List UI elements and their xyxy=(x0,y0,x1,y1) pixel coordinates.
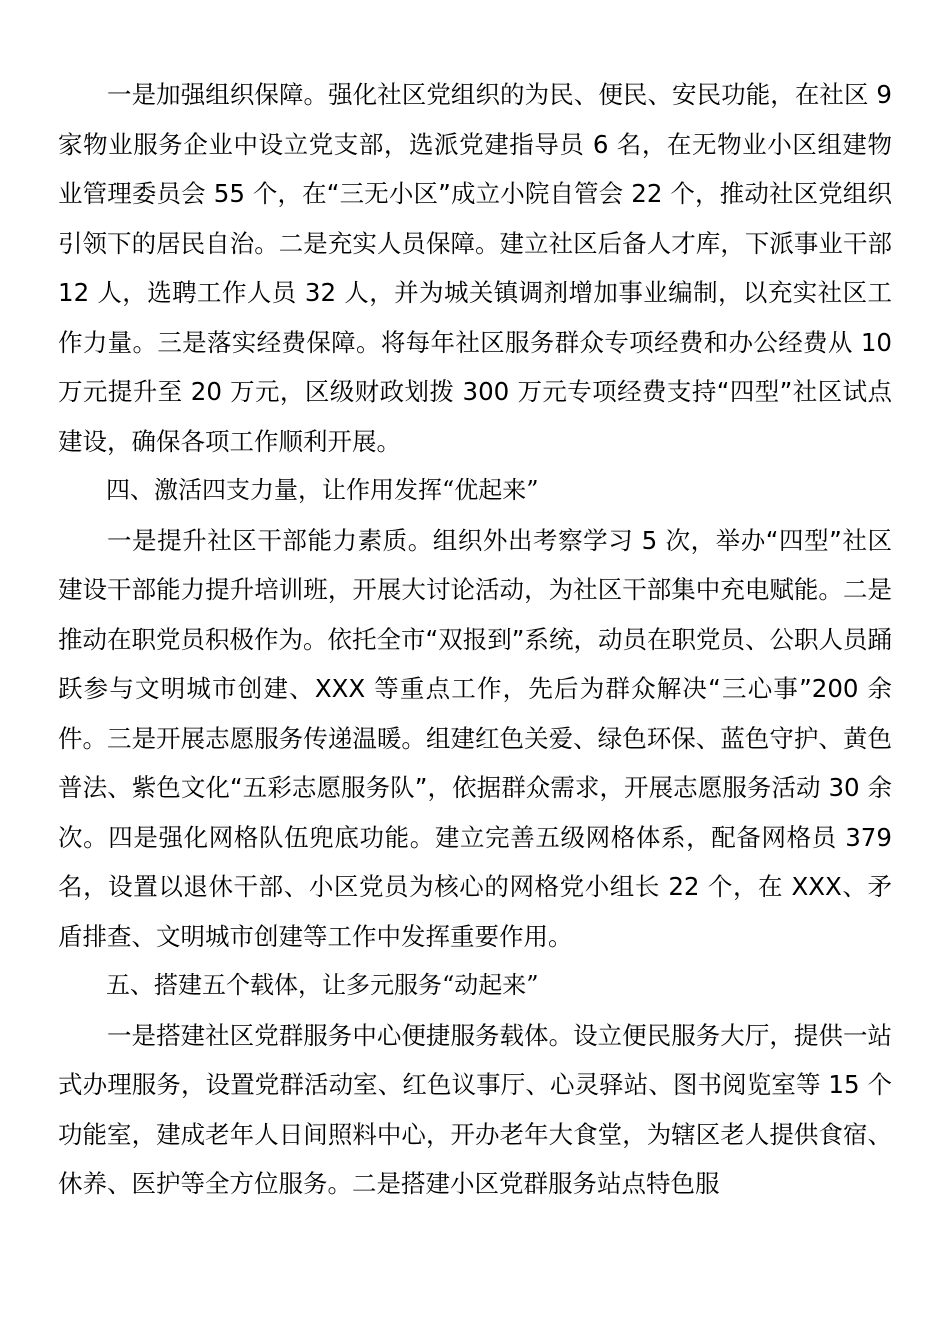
document-body xyxy=(58,70,892,1209)
paragraph-five-carriers: 一是搭建社区党群服务中心便捷服务载体。设立便民服务大厅，提供一站式办理服务，设置党群活动室、红色议事厅、心灵驿站、图书阅览室等 15 个功能室，建成老年人日间照料中心，开办老年大食堂，为辖区老人提供食宿、休养、医护等全方位服务。二是搭建小区党群服务站点特色服 xyxy=(58,1020,892,1198)
paragraph-four-forces: 一是提升社区干部能力素质。组织外出考察学习 5 次，举办“四型”社区建设干部能力提升培训班，开展大讨论活动，为社区干部集中充电赋能。二是推动在职党员积极作为。依托全市“双报到”系统，动员在职党员、公职人员踊跃参与文明城市创建、XXX 等重点工作，先后为群众解决“三心事”200 余件。三是开展志愿服务传递温暖。组建红色关爱、绿色环保、蓝色守护、黄色普法、紫色文化“五彩志愿服务队”，依据群众需求，开展志愿服务活动 30 余次。四是强化网格队伍兜底功能。建立完善五级网格体系，配备网格员 379 名，设置以退休干部、小区党员为核心的网格党小组长 22 个，在 XXX、矛盾排查、文明城市创建等工作中发挥重要作用。 xyxy=(58,525,892,951)
paragraph-organization-guarantee: 一是加强组织保障。强化社区党组织的为民、便民、安民功能，在社区 9 家物业服务企业中设立党支部，选派党建指导员 6 名，在无物业小区组建物业管理委员会 55 个，在“三无小区”成立小院自管会 22 个，推动社区党组织引领下的居民自治。二是充实人员保障。建立社区后备人才库，下派事业干部 12 人，选聘工作人员 32 人，并为城关镇调剂增加事业编制，以充实社区工作力量。三是落实经费保障。将每年社区服务群众专项经费和办公经费从 10 万元提升至 20 万元，区级财政划拨 300 万元专项经费支持“四型”社区试点建设，确保各项工作顺利开展。 xyxy=(58,80,892,456)
section-heading-five: 五、搭建五个载体，让多元服务“动起来” xyxy=(106,971,539,999)
section-heading-four: 四、激活四支力量，让作用发挥“优起来” xyxy=(106,476,539,504)
